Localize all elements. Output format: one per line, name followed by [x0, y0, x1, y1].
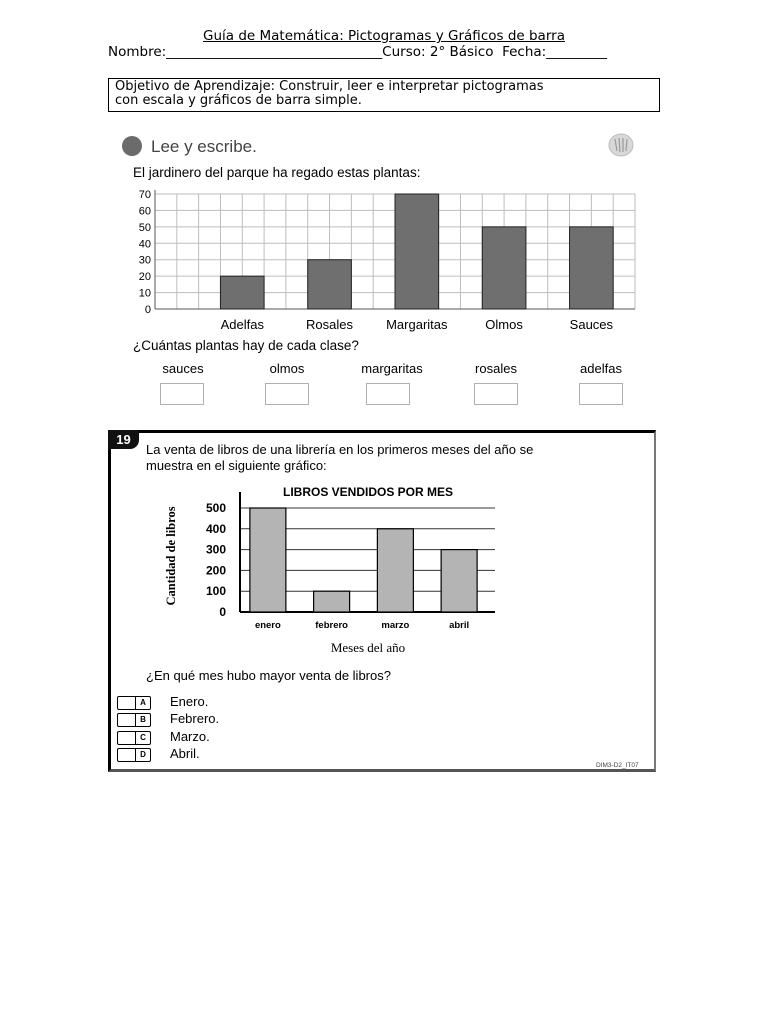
books-intro-line-2: muestra en el siguiente gráfico:	[146, 458, 327, 473]
answer-label-rosales: rosales	[475, 361, 517, 376]
bar	[441, 550, 477, 612]
y-tick-label: 400	[205, 521, 226, 536]
bar	[395, 194, 439, 309]
x-tick-label: Sauces	[569, 317, 614, 332]
books-chart-bars	[250, 508, 477, 612]
plants-chart-y-axis	[139, 189, 151, 316]
bar	[308, 260, 352, 309]
y-tick-label: 50	[138, 221, 151, 234]
objective-box	[108, 78, 660, 112]
option-c-key: C	[117, 731, 151, 745]
books-question: ¿En qué mes hubo mayor venta de libros?	[146, 668, 391, 683]
answer-box-olmos[interactable]	[265, 383, 309, 405]
x-tick-label: Margaritas	[386, 317, 448, 332]
x-tick-label: enero	[254, 620, 281, 631]
books-chart-x-axis	[255, 620, 469, 631]
option-b-text: Febrero.	[170, 711, 220, 726]
y-tick-label: 0	[219, 605, 226, 619]
objective-line-2: con escala y gráficos de barra simple.	[115, 93, 362, 108]
bar	[250, 508, 286, 612]
option-d-key: D	[117, 748, 151, 762]
books-intro-line-1: La venta de libros de una librería en los primeros meses del año se	[146, 442, 534, 457]
option-b-key: B	[117, 713, 151, 727]
plants-chart	[130, 186, 650, 336]
option-d-text: Abril.	[170, 746, 200, 761]
y-tick-label: 200	[205, 563, 226, 578]
count-question: ¿Cuántas plantas hay de cada clase?	[133, 338, 359, 353]
plants-intro: El jardinero del parque ha regado estas plantas:	[133, 165, 421, 180]
answer-label-adelfas: adelfas	[580, 361, 622, 376]
x-tick-label: marzo	[381, 620, 410, 631]
answer-label-margaritas: margaritas	[361, 361, 423, 376]
bullet-icon	[122, 136, 142, 156]
x-tick-label: febrero	[315, 620, 348, 631]
option-a-text: Enero.	[170, 694, 209, 709]
y-tick-label: 70	[138, 189, 151, 201]
y-tick-label: 100	[205, 584, 226, 599]
objective-line-1: Objetivo de Aprendizaje: Construir, leer e interpretar pictogramas	[115, 79, 544, 94]
question-number: 19	[108, 430, 139, 449]
disc-icon	[608, 133, 634, 161]
books-chart-x-label: Meses del año	[330, 640, 406, 655]
y-tick-label: 30	[138, 254, 151, 267]
student-info-line: Nombre:________________________________Curso: 2° Básico Fecha:_________	[108, 44, 607, 60]
y-tick-label: 500	[205, 501, 226, 515]
books-chart-title: LIBROS VENDIDOS POR MES	[282, 485, 454, 499]
bar	[377, 529, 413, 612]
y-tick-label: 10	[138, 287, 151, 300]
x-tick-label: Olmos	[485, 317, 523, 332]
books-chart-y-axis	[206, 501, 226, 619]
x-tick-label: Adelfas	[220, 317, 264, 332]
section-heading	[122, 136, 257, 157]
option-c-text: Marzo.	[170, 729, 210, 744]
books-chart-y-label: Cantidad de libros	[164, 506, 178, 606]
answer-box-sauces[interactable]	[160, 383, 204, 405]
bar	[220, 276, 264, 309]
x-tick-label: Rosales	[306, 317, 354, 332]
y-tick-label: 20	[138, 271, 151, 284]
y-tick-label: 0	[144, 304, 151, 316]
answer-label-olmos: olmos	[269, 361, 305, 376]
answer-box-margaritas[interactable]	[366, 383, 410, 405]
answer-box-rosales[interactable]	[474, 383, 518, 405]
option-a-key: A	[117, 696, 151, 710]
plants-chart-x-axis	[221, 317, 614, 332]
bar	[314, 591, 350, 612]
books-intro	[146, 442, 533, 474]
bar	[570, 227, 614, 309]
books-chart	[150, 480, 520, 660]
plants-chart-bars	[220, 194, 613, 309]
answer-box-adelfas[interactable]	[579, 383, 623, 405]
y-tick-label: 300	[205, 542, 226, 557]
worksheet-title: Guía de Matemática: Pictogramas y Gráficos de barra	[203, 28, 565, 44]
bar	[482, 227, 526, 309]
item-code: DIM3-D2_IT07	[596, 762, 639, 769]
y-tick-label: 40	[138, 238, 151, 251]
answer-label-sauces: sauces	[162, 361, 204, 376]
section-heading-text: Lee y escribe.	[151, 137, 257, 156]
x-tick-label: abril	[449, 620, 470, 631]
y-tick-label: 60	[138, 205, 151, 218]
